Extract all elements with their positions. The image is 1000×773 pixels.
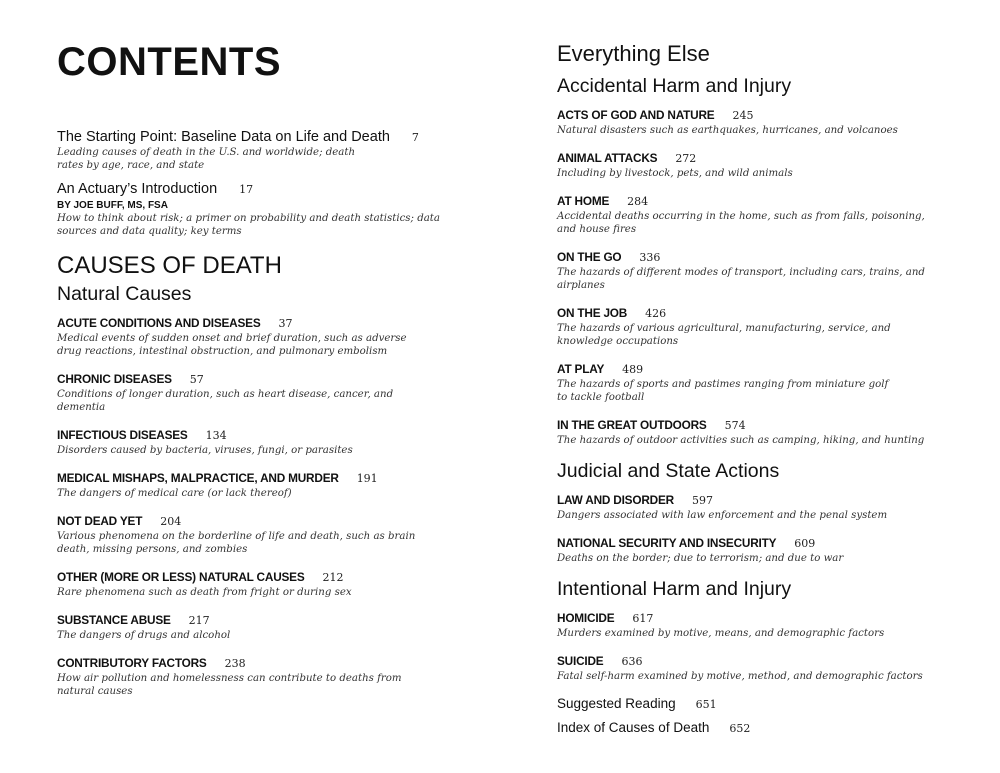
toc-entry[interactable] [57,469,457,500]
entry-title: MEDICAL MISHAPS, MALPRACTICE, AND MURDER [57,471,339,485]
page-number: 217 [188,614,210,627]
page-number: 426 [645,307,667,320]
page-number: 617 [632,612,654,625]
entry-description: Dangers associated with law enforcement and the penal system [557,510,888,521]
page-number: 212 [322,571,344,584]
entry-title: Index of Causes of Death [557,720,710,735]
page-number: 651 [695,698,717,711]
entry-title: ON THE JOB [557,306,628,320]
toc-entry[interactable] [557,491,977,522]
entry-description: Fatal self-harm examined by motive, method, and demographic factors [557,671,923,682]
entry-title: AT HOME [557,194,610,208]
left-column [57,128,457,710]
entry-description: The hazards of various agricultural, manufacturing, service, and knowledge occupations [557,323,891,347]
entry-description: Conditions of longer duration, such as heart disease, cancer, and dementia [57,389,394,413]
part-title: CAUSES OF DEATH [57,252,282,279]
page-number: 652 [729,722,751,735]
page-number: 284 [627,195,649,208]
toc-entry[interactable] [57,611,457,642]
section-title-natural-causes: Natural Causes [57,283,192,305]
entry-title: INFECTIOUS DISEASES [57,428,188,442]
page-number: 636 [621,655,643,668]
entry-description: Including by livestock, pets, and wild animals [557,168,793,179]
toc-entry[interactable] [557,248,977,292]
entry-description: Murders examined by motive, means, and demographic factors [557,628,885,639]
toc-entry-actuary-introduction[interactable] [57,180,457,238]
entry-description: How to think about risk; a primer on probability and death statistics; data sources and data quality; key terms [57,213,440,237]
entry-description: Rare phenomena such as death from fright or during sex [57,587,352,598]
page-number: 57 [189,373,204,386]
entry-title: LAW AND DISORDER [557,493,674,507]
entry-description: Natural disasters such as earthquakes, hurricanes, and volcanoes [557,125,898,136]
page-number: 272 [675,152,697,165]
entry-description: The dangers of medical care (or lack thereof) [57,488,292,499]
entry-title: Suggested Reading [557,696,676,711]
page-number: 336 [639,251,661,264]
entry-description: Disorders caused by bacteria, viruses, fungi, or parasites [57,445,353,456]
page-number: 597 [691,494,713,507]
page-number: 134 [205,429,227,442]
entry-description: How air pollution and homelessness can contribute to deaths from natural causes [57,673,402,697]
entry-title: ACTS OF GOD AND NATURE [557,108,715,122]
entry-title: ACUTE CONDITIONS AND DISEASES [57,316,261,330]
page-number: 7 [411,131,419,144]
page-number: 17 [239,183,254,196]
entry-title: NATIONAL SECURITY AND INSECURITY [557,536,777,550]
toc-entry[interactable] [557,304,977,348]
section-title-intentional: Intentional Harm and Injury [557,578,792,600]
entry-title: OTHER (MORE OR LESS) NATURAL CAUSES [57,570,305,584]
page-number: 245 [732,109,754,122]
entry-title: CONTRIBUTORY FACTORS [57,656,207,670]
section-title-judicial: Judicial and State Actions [557,460,780,482]
page-number: 489 [622,363,644,376]
page-number: 37 [278,317,293,330]
entry-title: CHRONIC DISEASES [57,372,172,386]
page-title: CONTENTS [57,40,281,84]
toc-entry[interactable] [57,512,457,556]
entry-description: The hazards of different modes of transport, including cars, trains, and airplanes [557,267,925,291]
page-number: 574 [724,419,746,432]
entry-title: The Starting Point: Baseline Data on Life and Death [57,129,390,145]
toc-entry[interactable] [57,426,457,457]
entry-title: AT PLAY [557,362,605,376]
entry-title: SUBSTANCE ABUSE [57,613,171,627]
toc-entry[interactable] [57,370,457,414]
page-number: 609 [794,537,816,550]
entry-title: ON THE GO [557,250,622,264]
entry-description: Medical events of sudden onset and brief duration, such as adverse drug reactions, intestinal obstruction, and pulmonary embolism [57,333,407,357]
entry-description: The hazards of outdoor activities such as camping, hiking, and hunting [557,435,925,446]
toc-entry[interactable] [57,314,457,358]
entry-description: Deaths on the border; due to terrorism; and due to war [557,553,844,564]
toc-entry[interactable] [557,416,977,447]
entry-description: Leading causes of death in the U.S. and worldwide; death rates by age, race, and state [57,147,356,171]
toc-entry[interactable] [557,360,977,404]
entry-title: An Actuary’s Introduction [57,181,218,197]
right-column [557,40,977,743]
toc-entry[interactable] [57,654,457,698]
toc-entry-suggested-reading[interactable] [557,695,977,714]
toc-entry-index[interactable] [557,719,977,738]
entry-description: Various phenomena on the borderline of life and death, such as brain death, missing persons, and zombies [57,531,416,555]
page-number: 238 [224,657,246,670]
toc-entry[interactable] [557,149,977,180]
entry-title: IN THE GREAT OUTDOORS [557,418,707,432]
toc-entry[interactable] [557,652,977,683]
entry-description: The hazards of sports and pastimes ranging from miniature golf to tackle football [557,379,889,403]
section-title-accidental: Accidental Harm and Injury [557,75,792,97]
entry-title: HOMICIDE [557,611,615,625]
entry-byline: BY JOE BUFF, MS, FSA [57,200,168,211]
page-number: 204 [160,515,182,528]
entry-title: NOT DEAD YET [57,514,143,528]
entry-description: The dangers of drugs and alcohol [57,630,231,641]
toc-entry[interactable] [557,534,977,565]
toc-entry-starting-point[interactable] [57,128,457,172]
toc-entry[interactable] [557,106,977,137]
entry-title: SUICIDE [557,654,604,668]
toc-entry[interactable] [557,192,977,236]
part-title-everything-else: Everything Else [557,41,710,66]
entry-description: Accidental deaths occurring in the home, such as from falls, poisoning, and house fires [557,211,925,235]
toc-entry[interactable] [557,609,977,640]
entry-title: ANIMAL ATTACKS [557,151,658,165]
toc-entry[interactable] [57,568,457,599]
page-number: 191 [356,472,378,485]
